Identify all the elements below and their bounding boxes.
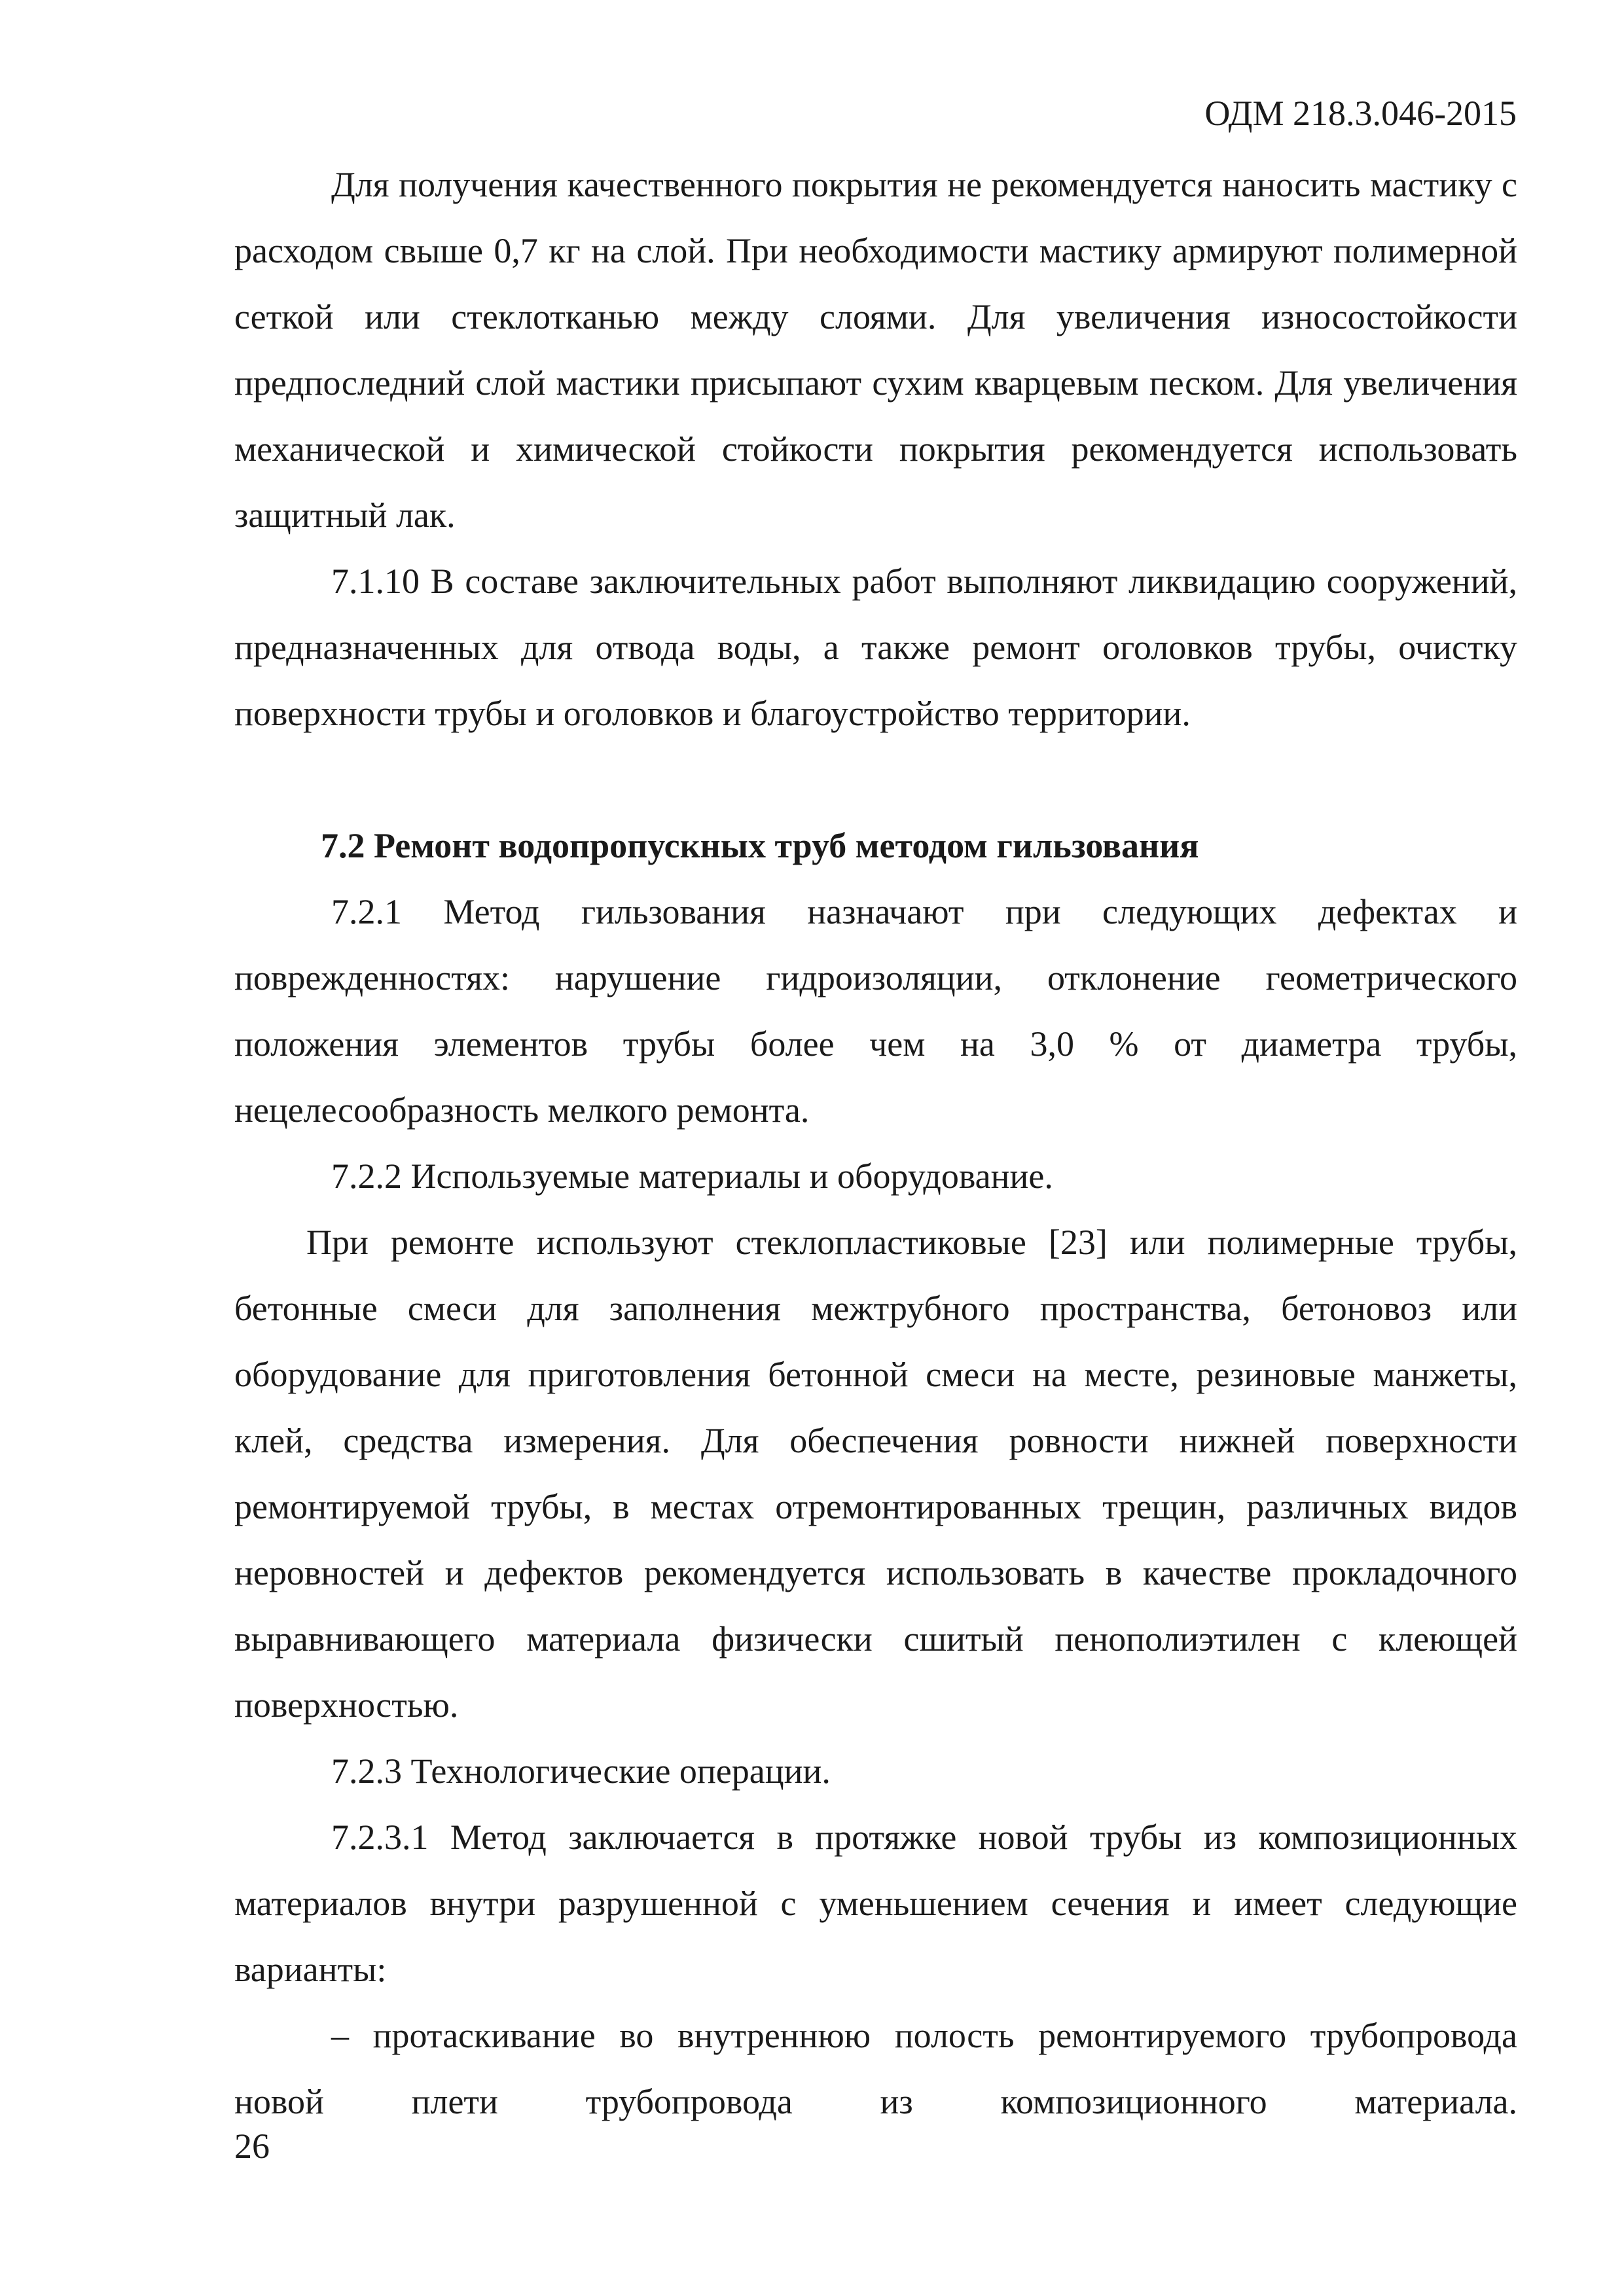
paragraph-mastic: Для получения качественного покрытия не рекомендуется наносить мастику с расходом свыше 0,7 кг на слой. При необходимости мастику армируют полимерной сеткой или стеклотканью между слоями. Для увеличения износостойкости предпоследний слой мастики присыпают сухим кварцевым песком. Для увеличения механической и химической стойкости покрытия рекомендуется использовать защитный лак. xyxy=(234,165,1517,535)
paragraph-materials: При ремонте используют стеклопластиковые [23] или полимерные трубы, бетонные смеси для заполнения межтрубного пространства, бетоновоз или оборудование для приготовления бетонной смеси на месте, резиновые манжеты, клей, средства измерения. Для обеспечения ровности нижней поверхности ремонтируемой трубы, в местах отремонтированных трещин, различных видов неровностей и дефектов рекомендуется использовать в качестве прокладочного выравнивающего материала физически сшитый пенополиэтилен с клеющей поверхностью. xyxy=(234,1223,1517,1725)
section-heading-7-2: 7.2 Ремонт водопропускных труб методом гильзования xyxy=(321,826,1199,865)
paragraph-7-2-3: 7.2.3 Технологические операции. xyxy=(331,1751,831,1791)
paragraph-7-1-10: 7.1.10 В составе заключительных работ выполняют ликвидацию сооружений, предназначенных для отвода воды, а также ремонт оголовков трубы, очистку поверхности трубы и оголовков и благоустройство территории. xyxy=(234,562,1517,733)
page-number: 26 xyxy=(234,2126,270,2166)
document-code: ОДМ 218.3.046-2015 xyxy=(1204,94,1517,133)
paragraph-7-2-3-1: 7.2.3.1 Метод заключается в протяжке новой трубы из композиционных материалов внутри разрушенной с уменьшением сечения и имеет следующие варианты: xyxy=(234,1818,1517,1989)
list-item-1: – протаскивание во внутреннюю полость ремонтируемого трубопровода новой плети трубопровода из композиционного материала. xyxy=(234,2016,1517,2121)
paragraph-7-2-1: 7.2.1 Метод гильзования назначают при следующих дефектах и поврежденностях: нарушение гидроизоляции, отклонение геометрического положения элементов трубы более чем на 3,0 % от диаметра трубы, нецелесообразность мелкого ремонта. xyxy=(234,892,1517,1130)
section-spacer xyxy=(234,747,1517,813)
paragraph-7-2-2: 7.2.2 Используемые материалы и оборудование. xyxy=(331,1157,1053,1196)
page-content xyxy=(234,152,1517,2135)
